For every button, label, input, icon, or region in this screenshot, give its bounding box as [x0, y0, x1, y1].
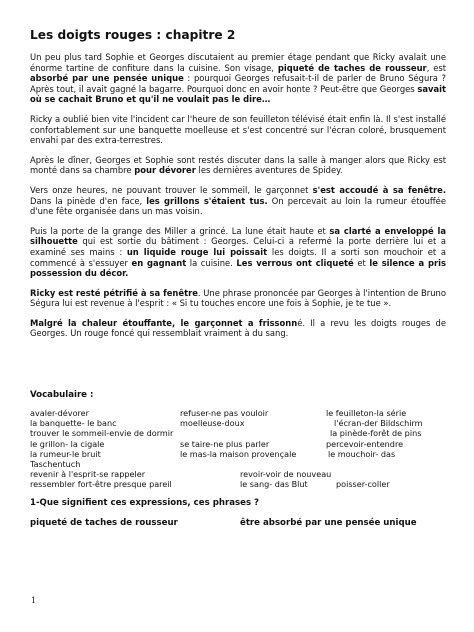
bold-expression: Les verrous ont cliqueté	[236, 257, 354, 268]
bold-expression: les grillons s'étaient tus.	[146, 195, 268, 206]
paragraph	[30, 288, 446, 309]
vocab-term: le mas-la maison provençale	[180, 448, 297, 459]
text-run: qui est sortie du bâtiment : Georges. Celui-ci a refermé la porte derrière lui et a examiné ses mains :	[30, 236, 446, 257]
vocab-term: le grillon- la cigale	[30, 438, 105, 449]
text-run: , est	[426, 62, 447, 73]
bold-expression: Malgré la chaleur étouffante, le garçonnet a frissonn	[30, 317, 298, 328]
vocabulary-list	[30, 408, 446, 490]
chapter-title: Les doigts rouges : chapitre 2	[30, 28, 236, 42]
vocab-term: la pinède-forêt de pins	[330, 428, 422, 439]
paragraph	[30, 155, 446, 176]
document-page	[30, 28, 446, 528]
text-run: et	[353, 257, 370, 268]
vocab-term: percevoir-entendre	[326, 438, 404, 449]
vocab-row	[30, 469, 446, 479]
paragraph	[30, 318, 446, 339]
bold-expression: un liquide rouge lui poissait	[126, 246, 268, 257]
vocab-term: Taschentuch	[30, 459, 81, 470]
bold-expression: le silence a pris possession du décor.	[30, 257, 446, 279]
bold-expression: pour dévorer	[134, 165, 196, 176]
text-run: Ricky a oublié bien vite l'incident car l'heure de son feuilleton télévisé était enfin là. Il s'est installé confortablement sur une banquette moelleuse et s'est concentré sur l'écran coloré, brusquement envahi par des extra-terrestres.	[30, 113, 446, 146]
text-run: Dans la pinède d'en face,	[30, 195, 147, 206]
bold-expression: sa clarté a enveloppé la silhouette	[30, 225, 446, 247]
bold-expression: piqueté de taches de rousseur	[277, 62, 427, 73]
text-run: Puis la porte de la grange des Miller a grincé. La lune était haute et	[30, 225, 330, 236]
expression: piqueté de taches de rousseur	[30, 517, 178, 528]
vocab-term: avaler-dévorer	[30, 408, 89, 419]
text-run: les doigts. Il a sorti son mouchoir et a commencé à s'essuyer	[30, 246, 446, 268]
vocab-term: se taire-ne plus parler	[180, 438, 270, 449]
vocab-row	[30, 418, 446, 428]
vocab-row	[30, 439, 446, 449]
vocab-term: revoir-voir de nouveau	[240, 469, 332, 480]
vocab-term: la rumeur-le bruit	[30, 448, 101, 459]
vocab-term: revenir à l'esprit-se rappeler	[30, 469, 146, 480]
bold-expression: savait où se cachait Bruno et qu'il ne voulait pas le dire…	[30, 83, 446, 105]
vocab-row	[30, 479, 446, 489]
text-run: é. Il a revu les doigts rouges de Georges. Un rouge foncé qui ressemblait vraiment à du sang.	[30, 317, 447, 339]
bold-expression: Ricky est resté pétrifié à sa fenêtre	[30, 287, 198, 298]
vocab-row	[30, 428, 446, 438]
vocab-term: poisser-coller	[336, 479, 390, 490]
vocab-term: trouver le sommeil-envie de dormir	[30, 428, 174, 439]
text-run: Après le dîner, Georges et Sophie sont restés discuter dans la salle à manger alors que Ricky est monté dans sa chambre	[30, 154, 446, 176]
story-text	[30, 52, 446, 339]
expressions-row	[30, 518, 446, 528]
paragraph	[30, 185, 446, 217]
text-run: les dernières aventures de Spidey.	[195, 165, 343, 176]
text-run: . Une phrase prononcée par Georges à l'intention de Bruno Ségura lui est revenue à l'esprit : « Si tu touches encore une fois à Sophie, je te tue ».	[30, 287, 446, 309]
bold-expression: s'est accoudé à sa fenêtre.	[312, 184, 447, 195]
paragraph	[30, 226, 446, 279]
text-run: Vers onze heures, ne pouvant trouver le sommeil, le garçonnet	[30, 184, 313, 195]
expression: être absorbé par une pensée unique	[240, 517, 417, 528]
vocab-term: le feuilleton-la série	[326, 408, 407, 419]
bold-expression: absorbé par une pensée unique	[30, 73, 184, 84]
paragraph	[30, 52, 446, 105]
text-run: Un peu plus tard Sophie et Georges discutaient au premier étage pendant que Ricky avalait une énorme tartine de confiture dans la cuisine. Son visage,	[30, 52, 446, 73]
vocab-row	[30, 459, 446, 469]
vocab-term: le sang- das Blut	[240, 479, 308, 490]
vocab-row	[30, 449, 446, 459]
vocab-term: ressembler fort-être presque pareil	[30, 479, 172, 490]
vocab-term: le mouchoir- das	[328, 448, 396, 459]
vocabulary-heading: Vocabulaire :	[30, 390, 94, 401]
vocab-term: moelleuse-doux	[180, 418, 245, 429]
bold-expression: en gagnant	[131, 257, 187, 268]
text-run: : pourquoi Georges refusait-t-il de parler de Bruno Ségura ? Après tout, il avait gagné la bagarre. Pourquoi donc en avoir honte ? Peut-être que Georges	[30, 73, 446, 94]
question-heading: 1-Que signifient ces expressions, ces phrases ?	[30, 497, 260, 508]
vocab-term: la banquette- le banc	[30, 418, 117, 429]
paragraph	[30, 114, 446, 146]
text-run: la cuisine.	[186, 257, 237, 268]
vocab-term: l'écran-der Bildschirm	[334, 418, 423, 429]
vocab-row	[30, 408, 446, 418]
text-run: On percevait au loin la rumeur étouffée d'une fête organisée dans un mas voisin.	[30, 195, 446, 217]
page-number: 1	[31, 596, 37, 605]
vocab-term: refuser-ne pas vouloir	[180, 408, 269, 419]
